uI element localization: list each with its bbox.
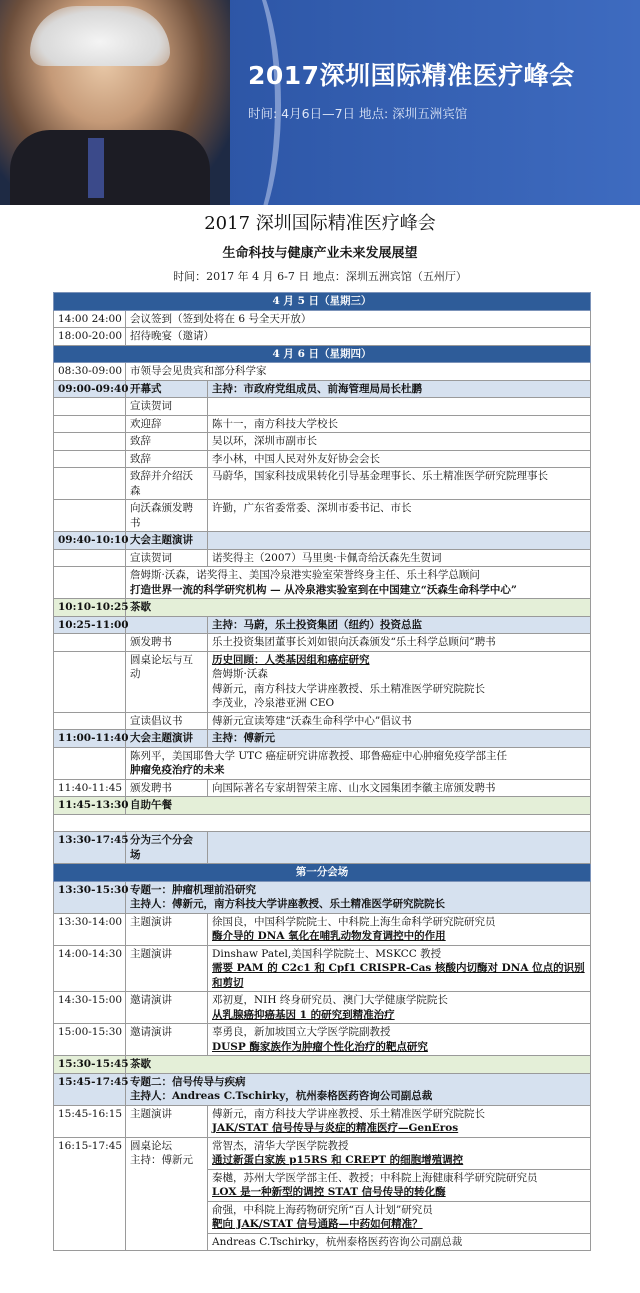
schedule-row [54,599,591,617]
schedule-row [54,1024,591,1056]
description-cell: 吴以环，深圳市副市长 [208,433,591,451]
time-cell [54,747,126,779]
schedule-row [54,415,591,433]
speaker-line: 邓初夏，NIH 终身研究员、澳门大学健康学院院长 [212,994,448,1006]
schedule-row [54,433,591,451]
description-cell: 马蔚华，国家科技成果转化引导基金理事长、乐土精准医学研究院理事长 [208,468,591,500]
category-cell: 主题演讲 [126,1105,208,1137]
host-cell: 主持：市政府党组成员、前海管理局局长杜鹏 [208,380,591,398]
decorative-arc [185,0,281,205]
time-cell: 14:00 24:00 [54,310,126,328]
schedule-row [54,567,591,599]
session-cell [126,881,591,913]
schedule-row [54,616,591,634]
schedule-row [54,881,591,913]
schedule-row [54,814,591,832]
schedule-row [54,634,591,652]
description-cell [126,747,591,779]
schedule-row [54,913,591,945]
time-cell [54,433,126,451]
category-cell: 致辞 [126,433,208,451]
description-cell [126,328,591,346]
time-cell: 13:30-17:45 [54,832,126,864]
schedule-row [54,398,591,416]
time-cell: 09:40-10:10 [54,532,126,550]
event-banner [0,0,640,205]
speaker-line: 徐国良，中国科学院院士、中科院上海生命科学研究院研究员 [212,915,496,928]
speaker-line: 李茂业，冷泉港亚洲 CEO [212,697,335,709]
time-cell: 15:45-17:45 [54,1073,126,1105]
time-cell: 10:10-10:25 [54,599,126,617]
category-cell: 宣读倡议书 [126,712,208,730]
talk-title: 打造世界一流的科学研究机构 — 从冷泉港实验室到在中国建立“沃森生命科学中心” [130,583,517,596]
schedule-row [54,712,591,730]
time-cell [54,398,126,416]
schedule-row [54,945,591,992]
schedule-row [54,1073,591,1105]
talk-title: LOX 是一种新型的调控 STAT 信号传导的转化酶 [212,1186,446,1198]
description-cell: 向国际著名专家胡智荣主席、山水文园集团李徽主席颁发聘书 [208,779,591,797]
speaker-line: 秦樾，苏州大学医学部主任、教授；中科院上海健康科学研究院研究员 [212,1171,538,1184]
category-host: 主持：傅新元 [130,1154,193,1166]
document-title: 2017 深圳国际精准医疗峰会 [204,213,436,234]
description-cell: 傅新元宣读筹建“沃森生命科学中心”倡议书 [208,712,591,730]
description-cell: 诺奖得主（2007）马里奥·卡佩奇给沃森先生贺词 [208,549,591,567]
talk-cell [208,1024,591,1056]
talk-title: 酶介导的 DNA 氧化在哺乳动物发育调控中的作用 [212,930,446,942]
session-host: 主持人：傅新元，南方科技大学讲座教授、乐土精准医学研究院院长 [130,898,445,910]
talk-title: DUSP 酶家族作为肿瘤个性化治疗的靶点研究 [212,1040,428,1053]
schedule-row [54,651,591,712]
category-cell [126,1137,208,1251]
speaker-line: 詹姆斯·沃森 [212,668,268,680]
talk-cell [208,1233,591,1251]
description-cell [208,651,591,712]
schedule-row [54,328,591,346]
talk-title: 通过新蛋白家族 p15RS 和 CREPT 的细胞增殖调控 [212,1154,464,1166]
session-cell: 开幕式 [126,380,208,398]
schedule-row [54,1137,591,1169]
schedule-row [54,797,591,815]
banner-subtitle: 时间: 4月6日—7日 地点: 深圳五洲宾馆 [248,106,468,121]
time-cell: 15:45-16:15 [54,1105,126,1137]
banner-title: 2017深圳国际精准医疗峰会 [248,61,575,90]
schedule-row [54,730,591,748]
schedule-row [54,293,591,311]
schedule-row [54,468,591,500]
session-cell: 分为三个分会场 [126,832,208,864]
day-header: 第一分会场 [54,864,591,882]
schedule-row [54,345,591,363]
day-header: 4 月 5 日（星期三） [54,293,591,311]
speaker-line: 傅新元，南方科技大学讲座教授、乐土精准医学研究院院长 [212,1107,485,1120]
description-text: 詹姆斯·沃森，诺奖得主、美国冷泉港实验室荣誉终身主任、乐土科学总顾问 [130,569,480,581]
category-cell: 邀请演讲 [126,1024,208,1056]
time-cell: 11:40-11:45 [54,779,126,797]
break-cell: 自助午餐 [126,797,591,815]
time-cell: 15:30-15:45 [54,1056,126,1074]
talk-title: JAK/STAT 信号传导与炎症的精准医疗—GenEros [212,1122,459,1134]
schedule-row [54,779,591,797]
category-cell: 邀请演讲 [126,992,208,1024]
schedule-row [54,363,591,381]
category-cell: 颁发聘书 [126,779,208,797]
time-cell: 10:25-11:00 [54,616,126,634]
schedule-row [54,310,591,328]
category-cell: 圆桌论坛与互动 [126,651,208,712]
talk-title: 从乳腺癌抑癌基因 1 的研究到精准治疗 [212,1008,395,1021]
category-cell: 宣读贺词 [126,398,208,416]
description-cell [208,398,591,416]
speaker-line: 辜勇良，新加坡国立大学医学院副教授 [212,1026,391,1038]
schedule-row [54,992,591,1024]
schedule-row [54,450,591,468]
description-cell: 乐土投资集团董事长刘如银向沃森颁发“乐土科学总顾问”聘书 [208,634,591,652]
speaker-line: 常智杰，清华大学医学院教授 [212,1139,349,1152]
talk-title: 肿瘤免疫治疗的未来 [130,764,225,776]
time-cell: 13:30-14:00 [54,913,126,945]
time-cell [54,712,126,730]
time-cell [54,634,126,652]
speaker-line: 俞强，中科院上海药物研究所“百人计划”研究员 [212,1203,433,1216]
category-cell: 欢迎辞 [126,415,208,433]
time-cell [54,500,126,532]
time-cell [54,549,126,567]
speaker-line: 傅新元，南方科技大学讲座教授、乐土精准医学研究院院长 [212,682,485,695]
speaker-line: Andreas C.Tschirky，杭州泰格医药咨询公司副总裁 [212,1235,463,1248]
category-cell: 向沃森颁发聘书 [126,500,208,532]
speaker-line: Dinshaw Patel,美国科学院院士、MSKCC 教授 [212,947,442,960]
schedule-row [54,1056,591,1074]
blank-cell [54,814,591,832]
talk-cell [208,1105,591,1137]
session-cell [126,616,208,634]
host-cell: 主持：马蔚，乐土投资集团（纽约）投资总监 [208,616,591,634]
schedule-table [53,292,591,1251]
time-cell: 11:45-13:30 [54,797,126,815]
session-cell: 大会主题演讲 [126,532,208,550]
category-cell: 致辞并介绍沃森 [126,468,208,500]
talk-title: 靶向 JAK/STAT 信号通路—中药如何精准？ [212,1218,423,1230]
time-cell: 14:00-14:30 [54,945,126,992]
description-text: 招待晚宴（邀请） [130,330,214,342]
time-cell: 11:00-11:40 [54,730,126,748]
description-text: 市领导会见贵宾和部分科学家 [130,365,267,377]
description-cell: 李小林，中国人民对外友好协会会长 [208,450,591,468]
schedule-row [54,832,591,864]
host-cell: 主持：傅新元 [208,730,591,748]
time-cell: 09:00-09:40 [54,380,126,398]
time-cell: 08:30-09:00 [54,363,126,381]
break-cell: 茶歇 [126,1056,591,1074]
category-label: 圆桌论坛 [130,1139,172,1152]
talk-title: 需要 PAM 的 C2c1 和 Cpf1 CRISPR-Cas 核酸内切酶对 DNA 位点的识别和剪切 [212,962,585,989]
schedule-row [54,747,591,779]
schedule-row [54,532,591,550]
host-cell [208,832,591,864]
talk-title: 历史回顾：人类基因组和癌症研究 [212,653,370,666]
session-cell: 大会主题演讲 [126,730,208,748]
session-host: 主持人：Andreas C.Tschirky，杭州泰格医药咨询公司副总裁 [130,1090,433,1102]
time-cell [54,651,126,712]
document-meta: 时间：2017 年 4 月 6-7 日 地点：深圳五洲宾馆（五州厅） [173,270,467,283]
session-title: 专题二：信号传导与疾病 [130,1075,246,1088]
break-cell: 茶歇 [126,599,591,617]
talk-cell [208,1137,591,1169]
session-cell [126,1073,591,1105]
schedule-row [54,380,591,398]
description-cell: 许勤，广东省委常委、深圳市委书记、市长 [208,500,591,532]
description-cell [126,310,591,328]
session-title: 专题一：肿瘤机理前沿研究 [130,883,256,896]
description-cell: 陈十一，南方科技大学校长 [208,415,591,433]
time-cell [54,450,126,468]
talk-cell [208,945,591,992]
schedule-row [54,864,591,882]
time-cell: 13:30-15:30 [54,881,126,913]
category-cell: 主题演讲 [126,913,208,945]
talk-cell [208,1201,591,1233]
time-cell [54,415,126,433]
time-cell: 15:00-15:30 [54,1024,126,1056]
schedule-row [54,500,591,532]
description-cell [126,363,591,381]
description-text: 陈列平，美国耶鲁大学 UTC 癌症研究讲席教授、耶鲁癌症中心肿瘤免疫学部主任 [130,749,508,762]
talk-cell [208,913,591,945]
category-cell: 主题演讲 [126,945,208,992]
description-cell [126,567,591,599]
description-text: 会议签到（签到处将在 6 号全天开放） [130,312,312,325]
document-subtitle: 生命科技与健康产业未来发展展望 [222,246,418,261]
time-cell [54,567,126,599]
time-cell: 18:00-20:00 [54,328,126,346]
host-cell [208,532,591,550]
schedule-row [54,1105,591,1137]
day-header: 4 月 6 日（星期四） [54,345,591,363]
talk-cell [208,1169,591,1201]
category-cell: 颁发聘书 [126,634,208,652]
talk-cell [208,992,591,1024]
schedule-row [54,549,591,567]
category-cell: 致辞 [126,450,208,468]
time-cell: 14:30-15:00 [54,992,126,1024]
time-cell: 16:15-17:45 [54,1137,126,1251]
time-cell [54,468,126,500]
category-cell: 宣读贺词 [126,549,208,567]
